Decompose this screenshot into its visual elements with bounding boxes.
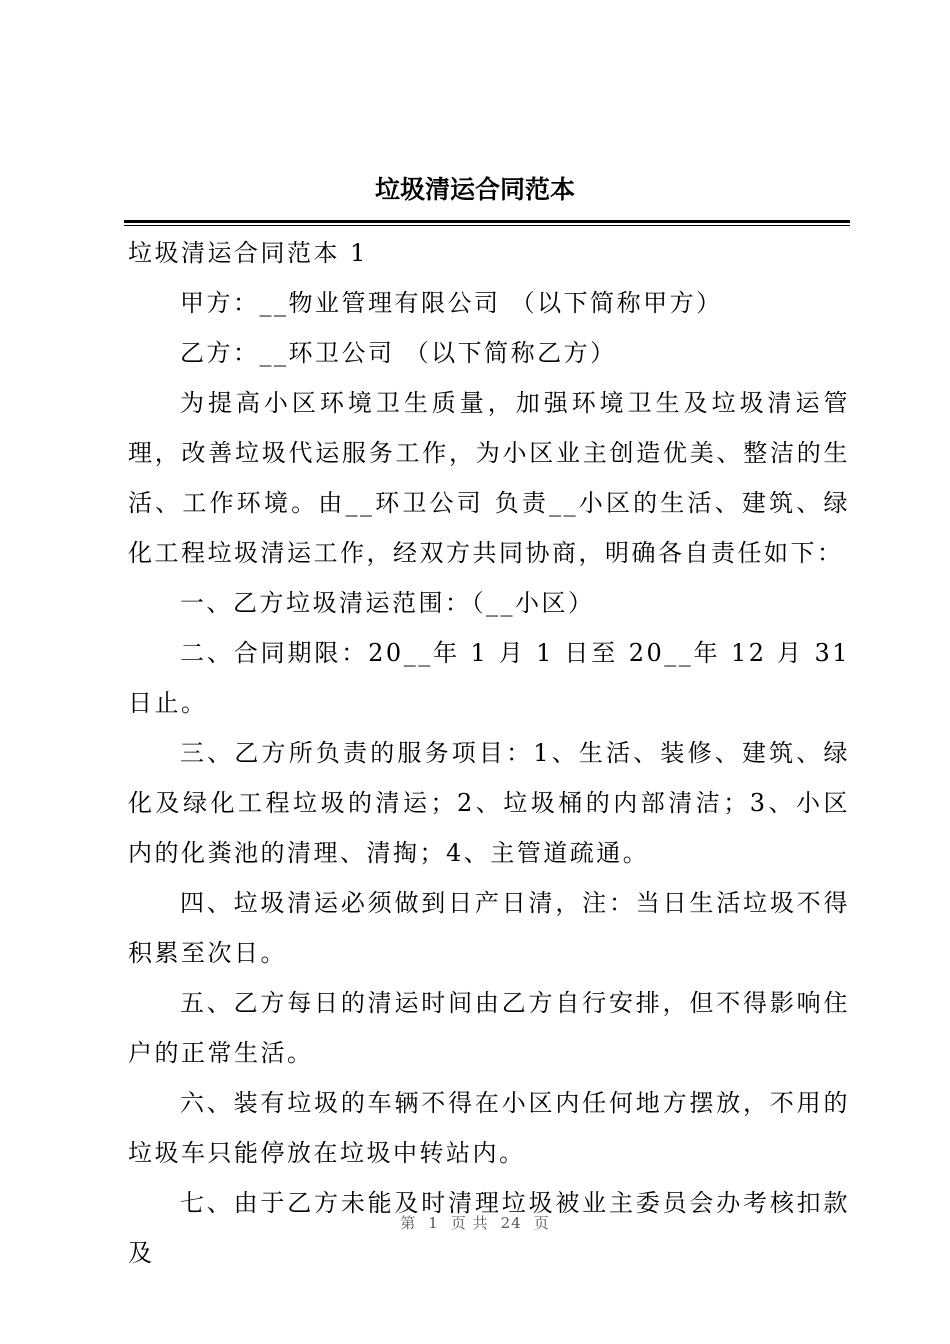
paragraph-clause-1: 一、乙方垃圾清运范围：（__小区） <box>180 589 595 617</box>
page-label-mid: 页 共 <box>450 1214 489 1232</box>
paragraph-clause-7: 七、由于乙方未能及时清理垃圾被业主委员会办考核扣款及 <box>128 1189 850 1267</box>
title-divider-thick <box>124 220 850 223</box>
paragraph-clause-5: 五、乙方每日的清运时间由乙方自行安排，但不得影响住户的正常生活。 <box>128 989 850 1067</box>
section-heading: 垃圾清运合同范本 1 <box>128 239 368 267</box>
page-footer <box>0 1212 950 1233</box>
paragraph-preamble: 为提高小区环境卫生质量，加强环境卫生及垃圾清运管理，改善垃圾代运服务工作，为小区业主创造优美、整洁的生活、工作环境。由__环卫公司 负责__小区的生活、建筑、绿化工程垃圾清运工作，经双方共同协商，明确各自责任如下： <box>128 389 850 567</box>
document-body <box>128 228 850 1278</box>
page-label-suffix: 页 <box>533 1214 550 1232</box>
paragraph-party-b: 乙方：__环卫公司 （以下简称乙方） <box>180 339 617 367</box>
paragraph-party-a: 甲方：__物业管理有限公司 （以下简称甲方） <box>180 289 723 317</box>
title-divider-thin <box>124 225 850 226</box>
document-title: 垃圾清运合同范本 <box>374 175 575 204</box>
paragraph-clause-4: 四、垃圾清运必须做到日产日清，注：当日生活垃圾不得积累至次日。 <box>128 889 850 967</box>
paragraph-clause-2: 二、合同期限：20__年 1 月 1 日至 20__年 12 月 31 日止。 <box>128 639 850 717</box>
current-page-number: 1 <box>428 1214 439 1232</box>
total-pages-number: 24 <box>500 1214 522 1232</box>
paragraph-clause-6: 六、装有垃圾的车辆不得在小区内任何地方摆放，不用的垃圾车只能停放在垃圾中转站内。 <box>128 1089 850 1167</box>
page-label-prefix: 第 <box>400 1214 417 1232</box>
paragraph-clause-3: 三、乙方所负责的服务项目：1、生活、装修、建筑、绿化及绿化工程垃圾的清运；2、垃圾桶的内部清洁；3、小区内的化粪池的清理、清掏；4、主管道疏通。 <box>128 739 850 867</box>
